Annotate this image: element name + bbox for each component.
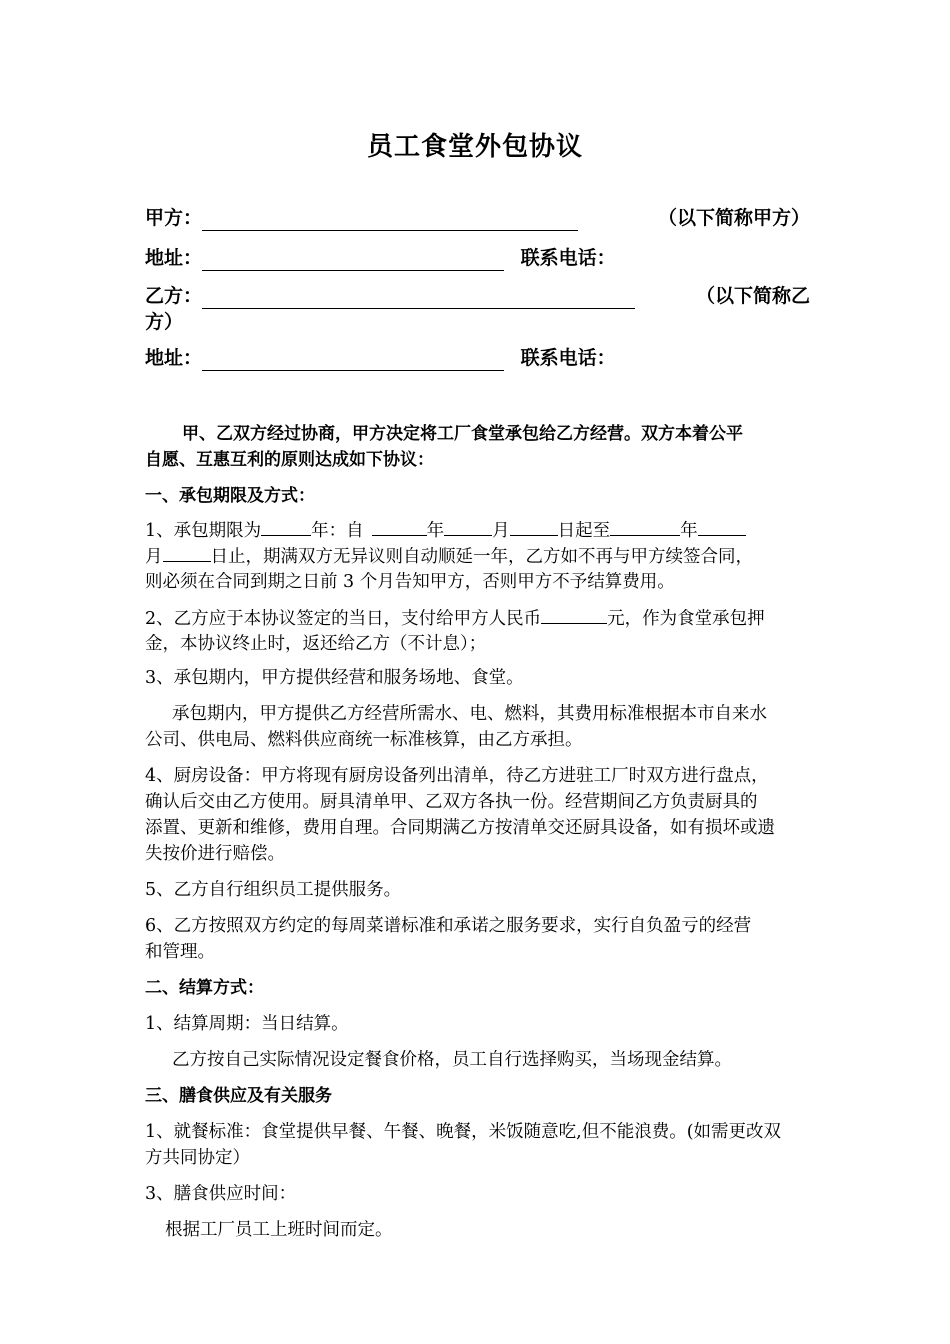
address-b-phone-label: 联系电话： [520,347,616,369]
intro-line-1: 甲、乙双方经过协商，甲方决定将工厂食堂承包给乙方经营。双方本着公平 [182,424,743,444]
document-title: 员工食堂外包协议 [366,132,583,162]
s1-term-text-b: 年：自 [311,521,364,541]
intro-line-2: 自愿、互惠互利的原则达成如下协议： [145,450,434,470]
s1-term-text-d: 月 [492,521,510,541]
party-a-line [145,205,810,231]
s1-utilities-line-2: 公司、供电局、燃料供应商统一标准核算，由乙方承担。 [145,730,583,750]
start-year-blank[interactable] [372,517,427,536]
s3-item-3: 3、膳食供应时间： [145,1184,297,1204]
party-b-line [145,283,810,309]
address-a-blank[interactable] [202,250,504,271]
s1-deposit-line-2: 金，本协议终止时，返还给乙方（不计息）； [145,634,487,654]
s1-kitchen-line-2: 确认后交由乙方使用。厨具清单甲、乙双方各执一份。经营期间乙方负责厨具的 [145,792,758,812]
section-1-heading: 一、承包期限及方式： [145,486,315,506]
s1-kitchen-line-4: 失按价进行赔偿。 [145,844,285,864]
s3-item-1-line-1: 1、就餐标准：食堂提供早餐、午餐、晚餐，米饭随意吃,但不能浪费。(如需更改双 [145,1122,782,1142]
s1-item-6-line-2: 和管理。 [145,942,215,962]
s1-item-3: 3、承包期内，甲方提供经营和服务场地、食堂。 [145,668,524,688]
s1-term-text-h: 日止，期满双方无异议则自动顺延一年，乙方如不再与甲方续签合同， [210,547,753,567]
s1-kitchen-line-1: 4、厨房设备：甲方将现有厨房设备列出清单，待乙方进驻工厂时双方进行盘点， [145,766,769,786]
term-years-blank[interactable] [261,517,311,536]
address-a-line [145,245,810,271]
s1-deposit-text-b: 元，作为食堂承包押 [607,609,765,629]
s1-utilities-line-1: 承包期内，甲方提供乙方经营所需水、电、燃料，其费用标准根据本市自来水 [172,704,767,724]
s1-term-text-a: 1、承包期限为 [145,521,262,541]
address-b-blank[interactable] [202,350,504,371]
s1-term-line-2 [145,543,810,570]
s1-deposit-text-a: 2、乙方应于本协议签定的当日，支付给甲方人民币 [145,609,542,629]
party-b-note-2: 方） [145,311,184,333]
party-a-note: （以下简称甲方） [657,207,810,229]
s1-term-text-c: 年 [426,521,445,541]
address-a-phone-label: 联系电话： [520,247,616,269]
start-month-blank[interactable] [444,517,492,536]
s2-item-1: 1、结算周期：当日结算。 [145,1014,349,1034]
party-b-blank[interactable] [202,288,635,309]
s1-item-5: 5、乙方自行组织员工提供服务。 [145,880,402,900]
party-b-label: 乙方： [145,285,203,307]
address-b-label: 地址： [145,347,203,369]
s1-term-line-1 [145,517,810,544]
s1-term-text-e: 日起至 [557,521,611,541]
address-b-line [145,345,810,371]
s1-term-text-f: 年 [680,521,698,541]
s2-cash-settlement: 乙方按自己实际情况设定餐食价格，员工自行选择购买，当场现金结算。 [172,1050,732,1070]
s3-item-1-line-2: 方共同协定） [145,1148,250,1168]
s1-item-6-line-1: 6、乙方按照双方约定的每周菜谱标准和承诺之服务要求，实行自负盈亏的经营 [145,916,752,936]
s3-supply-time: 根据工厂员工上班时间而定。 [165,1220,393,1240]
s1-kitchen-line-3: 添置、更新和维修，费用自理。合同期满乙方按清单交还厨具设备，如有损坏或遗 [145,818,775,838]
section-2-heading: 二、结算方式： [145,978,264,998]
party-b-note-1: （以下简称乙 [695,285,810,307]
address-a-label: 地址： [145,247,203,269]
end-year-blank[interactable] [610,517,680,536]
s1-term-line-3: 则必须在合同到期之日前 3 个月告知甲方，否则甲方不予结算费用。 [145,572,675,592]
s1-term-text-g: 月 [145,547,163,567]
section-3-heading: 三、膳食供应及有关服务 [145,1086,332,1106]
party-a-label: 甲方： [145,207,203,229]
end-month-blank[interactable] [698,517,746,536]
start-day-blank[interactable] [510,517,558,536]
party-a-blank[interactable] [202,210,578,231]
s1-deposit-line-1 [145,605,810,632]
deposit-amount-blank[interactable] [541,605,607,624]
end-day-blank[interactable] [163,543,211,562]
